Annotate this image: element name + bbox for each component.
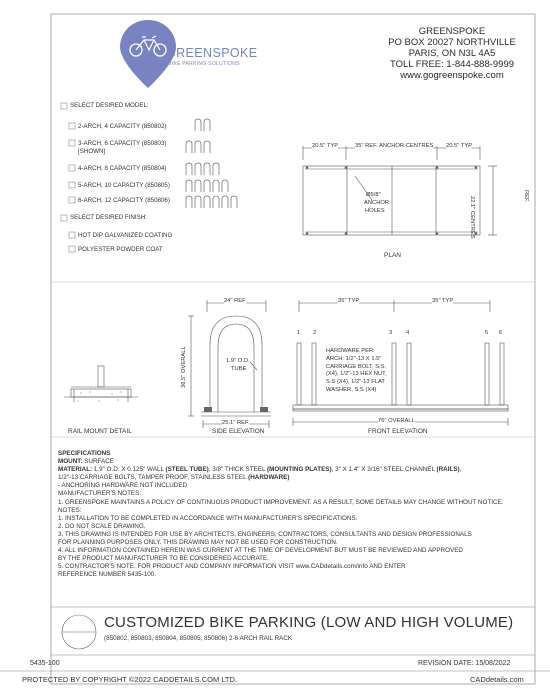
hardware-line: CARRIAGE BOLT, S.S. bbox=[326, 363, 387, 370]
side-dim-height: 36.5" OVERALL bbox=[181, 346, 187, 388]
drawing-subtitle: (850802, 850803, 850804, 850805, 850806) 2-6 ARCH RAIL RACK bbox=[104, 635, 293, 642]
plan-dim-side-1: 22.1" CENTRES bbox=[469, 196, 475, 239]
model-heading: SELECT DESIRED MODEL: bbox=[70, 102, 149, 109]
notes-heading: NOTES: bbox=[58, 506, 82, 514]
note-line: FOR PLANNING PURPOSES ONLY. THIS DRAWING MAY NOT BE USED FOR CONSTRUCTION. bbox=[58, 539, 338, 547]
plan-dim-center: 35" REF. ANCHOR CENTRES bbox=[355, 143, 434, 149]
note-line: BY THE PRODUCT MANUFACTURER TO BE CONSIDERED ACCURATE. bbox=[58, 555, 269, 563]
cad-brand[interactable]: CADdetails.com bbox=[470, 675, 524, 684]
plan-label: PLAN bbox=[384, 252, 401, 259]
spec-anchoring: - ANCHORING HARDWARE NOT INCLUDED bbox=[58, 482, 188, 490]
plan-dim-side-2: REF. bbox=[523, 190, 529, 203]
side-dim-bottom: 25.1" REF bbox=[222, 420, 249, 426]
finish-heading: SELECT DESIRED FINISH: bbox=[70, 214, 147, 221]
spec-material-text: , 3/8" THICK STEEL bbox=[208, 466, 266, 474]
side-tube-1: 1.9" O.D. bbox=[226, 358, 250, 364]
note-line: 3. THIS DRAWING IS INTENDED FOR USE BY ARCHITECTS, ENGINEERS, CONTRACTORS, CONSULTANTS AND DESIGN PROFESSIONALS bbox=[58, 530, 472, 538]
front-dim-left: 35" TYP bbox=[338, 298, 360, 304]
specifications bbox=[58, 450, 528, 580]
copyright: PROTECTED BY COPYRIGHT ©2022 CADDETAILS.COM LTD. bbox=[22, 675, 238, 684]
spec-mount-label: MOUNT: bbox=[58, 458, 83, 466]
spec-material-bold: (HARDWARE) bbox=[248, 474, 290, 482]
rail-mount-label: RAIL MOUNT DETAIL bbox=[68, 428, 132, 435]
hardware-line: ARCH: 1/2"-13 X 1.5" bbox=[326, 355, 382, 362]
company-name: GREENSPOKE bbox=[418, 26, 486, 37]
front-dim-right: 35" TYP bbox=[432, 298, 454, 304]
note-line: 1. INSTALLATION TO BE COMPLETED IN ACCORDANCE WITH MANUFACTURER'S SPECIFICATIONS. bbox=[58, 514, 358, 522]
model-option-label[interactable]: 4-ARCH, 8 CAPACITY (850804) bbox=[78, 165, 167, 172]
spec-mount-value: SURFACE bbox=[84, 458, 114, 466]
spec-material-bold: (STEEL TUBE) bbox=[165, 466, 209, 474]
side-dim-top: 24" REF bbox=[224, 298, 246, 304]
mfr-note: 1. GREENSPOKE MAINTAINS A POLICY OF CONTINUOUS PRODUCT IMPROVEMENT. AS A RESULT, SOME DETAILS MAY CHANGE WITHOUT NOTICE. bbox=[58, 498, 504, 506]
model-option-label[interactable]: 6-ARCH, 12 CAPACITY (850806) bbox=[78, 197, 170, 204]
finish-option-label[interactable]: HOT DIP GALVANIZED COATING bbox=[78, 232, 173, 239]
hardware-line: S.S (X4), 1/2"-13 FLAT bbox=[326, 379, 385, 386]
mfr-notes-heading: MANUFACTURER'S NOTES: bbox=[58, 490, 142, 498]
reference-number: 5435-100 bbox=[30, 660, 60, 667]
company-address-2: PARIS, ON N3L 4A5 bbox=[408, 48, 496, 59]
front-arch-number: 1 bbox=[297, 330, 301, 336]
spec-material-bold: (MOUNTING PLATES) bbox=[266, 466, 332, 474]
note-line: 2. DO NOT SCALE DRAWING. bbox=[58, 522, 146, 530]
spec-material-text: , 3" X 1.4" X 3/16" STEEL CHANNEL bbox=[331, 466, 435, 474]
spec-material-text: 1/2"-13 CARRIAGE BOLTS, TAMPER PROOF, STAINLESS STEEL bbox=[58, 474, 247, 482]
spec-heading: SPECIFICATIONS bbox=[58, 450, 111, 457]
drawing-title: CUSTOMIZED BIKE PARKING (LOW AND HIGH VOLUME) bbox=[104, 614, 514, 631]
side-tube-2: TUBE bbox=[231, 366, 247, 372]
revision-date: REVISION DATE: 15/08/2022 bbox=[418, 660, 511, 667]
spec-material-text: , bbox=[459, 466, 462, 474]
company-address-1: PO BOX 20027 NORTHVILLE bbox=[388, 37, 516, 48]
spec-material-label: MATERIAL: bbox=[58, 466, 93, 474]
side-elevation-label: SIDE ELEVATION bbox=[212, 428, 265, 435]
note-line: 5. CONTRACTOR'S NOTE: FOR PRODUCT AND COMPANY INFORMATION VISIT www.CADdetails.com/info AND ENTER bbox=[58, 563, 406, 571]
note-line: 4. ALL INFORMATION CONTAINED HEREIN WAS CURRENT AT THE TIME OF DEVELOPMENT BUT MUST BE REVIEWED AND APPROVED bbox=[58, 547, 463, 555]
front-arch-number: 4 bbox=[406, 330, 410, 336]
plan-dim-left: 20.5" TYP bbox=[312, 143, 339, 149]
hardware-line: (X4), 1/2"-13 HEX NUT, bbox=[326, 371, 387, 378]
company-phone: TOLL FREE: 1-844-888-9999 bbox=[389, 59, 515, 70]
finish-option-label[interactable]: POLYESTER POWDER COAT bbox=[78, 246, 163, 253]
company-website[interactable]: www.gogreenspoke.com bbox=[400, 70, 504, 81]
spec-material-text: 1.9" O.D. X 0.125" WALL bbox=[93, 466, 164, 474]
front-arch-number: 3 bbox=[389, 330, 393, 336]
plan-anchor-3: HOLES bbox=[365, 208, 385, 214]
company-block bbox=[372, 26, 532, 81]
plan-anchor-2: ANCHOR bbox=[364, 200, 390, 206]
note-line: REFERENCE NUMBER 5435-100. bbox=[58, 571, 156, 579]
model-option-label[interactable]: 5-ARCH, 10 CAPACITY (850805) bbox=[78, 182, 170, 189]
front-arch-number: 6 bbox=[499, 330, 503, 336]
model-option-label[interactable]: 3-ARCH, 6 CAPACITY (850803) bbox=[78, 140, 167, 147]
logo-tagline: BIKE PARKING SOLUTIONS bbox=[168, 61, 240, 67]
front-dim-overall: 76" OVERALL bbox=[378, 418, 415, 424]
hardware-line: HARDWARE PER bbox=[326, 348, 374, 354]
hardware-line: WASHER, S.S (X4) bbox=[326, 386, 377, 393]
plan-dim-right: 20.5" TYP bbox=[446, 143, 473, 149]
spec-material-bold: (RAILS) bbox=[436, 466, 460, 474]
front-arch-number: 2 bbox=[313, 330, 317, 336]
plan-anchor-1: Ø5/8" bbox=[366, 192, 381, 198]
logo-name: GREENSPOKE bbox=[166, 46, 258, 60]
model-option-label[interactable]: 2-ARCH, 4 CAPACITY (850802) bbox=[78, 123, 167, 130]
front-hardware-note bbox=[326, 348, 387, 395]
model-option-note: [SHOWN] bbox=[78, 148, 106, 155]
front-elevation-label: FRONT ELEVATION bbox=[368, 428, 428, 435]
front-arch-number: 5 bbox=[485, 330, 489, 336]
